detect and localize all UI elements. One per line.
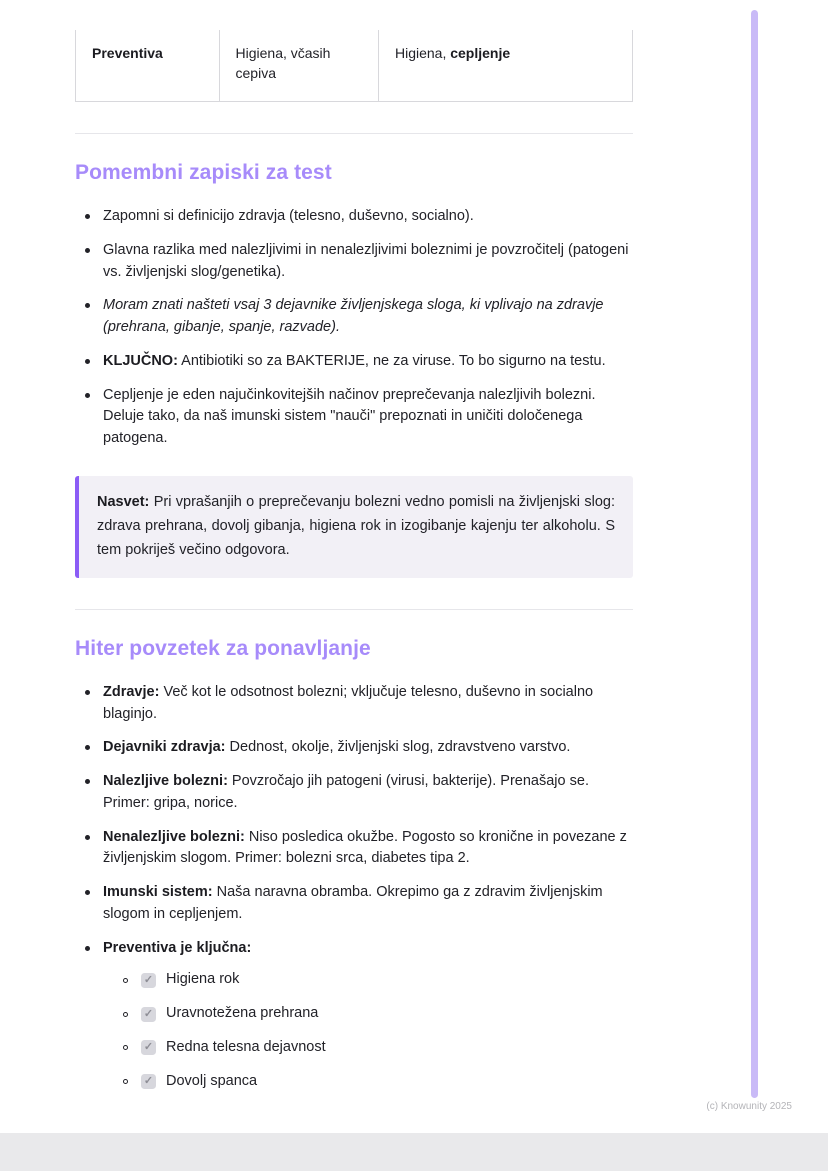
list-item-text: Cepljenje je eden najučinkovitejših načinov preprečevanja nalezljivih bolezni. Deluje tako, da naš imunski sistem "nauči" prepoznati in uničiti določenega patogena.	[103, 386, 596, 447]
circle-bullet-icon	[123, 1079, 128, 1084]
circle-bullet-icon	[123, 1045, 128, 1050]
watermark: (c) Knowunity 2025	[706, 1101, 792, 1112]
list-item	[85, 240, 633, 284]
callout-lead: Nasvet:	[97, 493, 150, 510]
callout-text: Pri vprašanjih o preprečevanju bolezni vedno pomisli na življenjski slog: zdrava prehrana, dovolj gibanja, higiena rok in izogibanje kajenju ter alkoholu. S tem pokriješ večino odgovora.	[97, 493, 615, 558]
checklist-item	[123, 1071, 633, 1093]
checkbox-checked-icon[interactable]	[141, 1007, 156, 1022]
list-item	[85, 385, 633, 450]
cell-text-bold: cepljenje	[450, 45, 511, 61]
list-item	[85, 882, 633, 926]
prevention-checklist	[103, 969, 633, 1092]
bullet-dot-icon	[85, 690, 90, 695]
list-item-lead: KLJUČNO:	[103, 352, 178, 369]
checklist-item	[123, 1037, 633, 1059]
checklist-label: Higiena rok	[166, 971, 240, 988]
circle-bullet-icon	[123, 1012, 128, 1017]
checklist-label: Dovolj spanca	[166, 1072, 258, 1089]
bullet-dot-icon	[85, 393, 90, 398]
bullet-dot-icon	[85, 779, 90, 784]
bullet-dot-icon	[85, 303, 90, 308]
summary-list	[75, 682, 633, 1105]
list-item-lead: Nenalezljive bolezni:	[103, 828, 245, 845]
checklist-item	[123, 1003, 633, 1025]
table-cell-col2	[219, 30, 378, 101]
bullet-dot-icon	[85, 835, 90, 840]
list-item	[85, 771, 633, 815]
page-gap	[0, 1133, 828, 1171]
list-item-lead: Nalezljive bolezni:	[103, 773, 228, 790]
list-item-text: Glavna razlika med nalezljivimi in nenalezljivimi boleznimi je povzročitelj (patogeni vs. življenjski slog/genetika).	[103, 241, 629, 280]
list-item-text: Antibiotiki so za BAKTERIJE, ne za viruse. To bo sigurno na testu.	[177, 352, 606, 369]
section-title-notes: Pomembni zapiski za test	[75, 161, 332, 184]
comparison-table	[75, 30, 633, 102]
checklist-label: Redna telesna dejavnost	[166, 1038, 326, 1055]
list-item-text-italic: Moram znati našteti vsaj 3 dejavnike življenjskega sloga, ki vplivajo na zdravje (prehrana, gibanje, spanje, razvade).	[103, 297, 604, 336]
list-item	[85, 206, 633, 228]
bullet-dot-icon	[85, 359, 90, 364]
divider	[75, 609, 633, 610]
list-item-text: Naša naravna obramba. Okrepimo ga z zdravim življenjskim slogom in cepljenjem.	[103, 884, 603, 922]
tip-callout	[75, 476, 633, 578]
table-cell-label	[76, 30, 219, 101]
bullet-dot-icon	[85, 248, 90, 253]
list-item-lead: Zdravje:	[103, 683, 160, 700]
list-item-text: Dednost, okolje, življenjski slog, zdravstveno varstvo.	[225, 739, 571, 756]
divider	[75, 133, 633, 134]
table-row	[76, 30, 632, 101]
notes-list	[75, 206, 633, 450]
list-item	[85, 295, 633, 339]
bullet-dot-icon	[85, 946, 90, 951]
list-item-lead: Preventiva je ključna:	[103, 939, 252, 956]
list-item-text: Povzročajo jih patogeni (virusi, bakterije). Prenašajo se. Primer: gripa, norice.	[103, 773, 589, 811]
list-item	[85, 351, 633, 373]
list-item	[85, 737, 633, 759]
list-item-text: Niso posledica okužbe. Pogosto so kronične in povezane z življenjskim slogom. Primer: bolezni srca, diabetes tipa 2.	[103, 828, 627, 867]
list-item-lead: Dejavniki zdravja:	[103, 739, 226, 756]
bullet-dot-icon	[85, 214, 90, 219]
table-cell-col3	[378, 30, 632, 101]
cell-text: Higiena,	[394, 45, 451, 61]
checkbox-checked-icon[interactable]	[141, 973, 156, 988]
page-content	[75, 30, 633, 1104]
list-item-text: Več kot le odsotnost bolezni; vključuje telesno, duševno in socialno blaginjo.	[103, 683, 594, 722]
checklist-item	[123, 969, 633, 991]
cell-text: Preventiva	[92, 45, 163, 61]
list-item-text: Zapomni si definicijo zdravja (telesno, duševno, socialno).	[103, 208, 474, 225]
list-item	[85, 827, 633, 871]
cell-text: Higiena, včasih cepiva	[235, 45, 331, 82]
bullet-dot-icon	[85, 890, 90, 895]
checkbox-checked-icon[interactable]	[141, 1074, 156, 1089]
list-item	[85, 682, 633, 726]
list-item-lead: Imunski sistem:	[103, 884, 213, 901]
bullet-dot-icon	[85, 745, 90, 750]
section-title-summary: Hiter povzetek za ponavljanje	[75, 636, 371, 660]
list-item	[85, 938, 633, 1105]
scrollbar[interactable]	[751, 10, 758, 1098]
circle-bullet-icon	[123, 978, 128, 983]
checkbox-checked-icon[interactable]	[141, 1040, 156, 1055]
checklist-label: Uravnotežena prehrana	[166, 1005, 319, 1022]
